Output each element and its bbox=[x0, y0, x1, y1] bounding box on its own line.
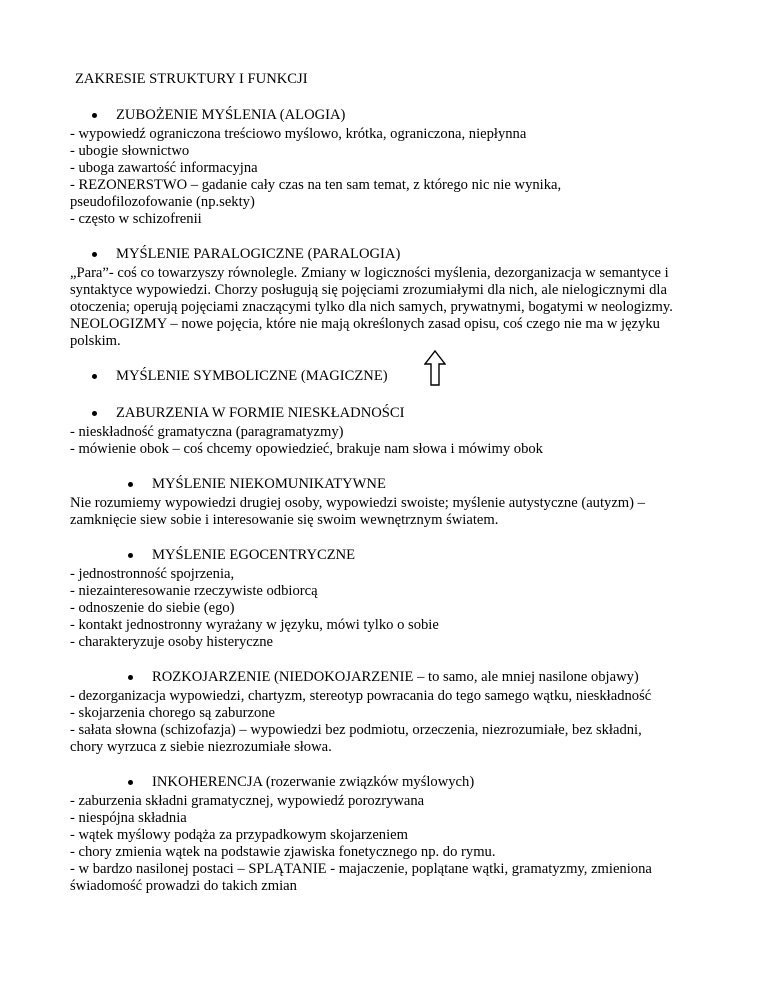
text-line: - uboga zawartość informacyjna bbox=[70, 160, 258, 176]
text-line: polskim. bbox=[70, 333, 121, 349]
text-line: - w bardzo nasilonej postaci – SPLĄTANIE - majaczenie, poplątane wątki, gramatyzmy, zmieniona bbox=[70, 861, 652, 877]
bullet-icon bbox=[128, 482, 133, 487]
text-line: - REZONERSTWO – gadanie cały czas na ten sam temat, z którego nic nie wynika, bbox=[70, 177, 562, 193]
bullet-icon bbox=[128, 675, 133, 680]
bullet-icon bbox=[128, 553, 133, 558]
text-line: - skojarzenia chorego są zaburzone bbox=[70, 705, 276, 721]
text-line: - jednostronność spojrzenia, bbox=[70, 566, 235, 582]
text-line: - sałata słowna (schizofazja) – wypowiedzi bez podmiotu, orzeczenia, niezrozumiałe, bez składni, bbox=[70, 722, 642, 738]
bullet-icon bbox=[92, 113, 97, 118]
text-line: - wątek myślowy podąża za przypadkowym skojarzeniem bbox=[70, 827, 408, 843]
text-line: - chory zmienia wątek na podstawie zjawiska fonetycznego np. do rymu. bbox=[70, 844, 496, 860]
text-line: chory wyrzuca z siebie niezrozumiałe słowa. bbox=[70, 739, 332, 755]
text-line: otoczenia; operują pojęciami znaczącymi tylko dla nich samych, prywatnymi, bogatymi w neologizmy. bbox=[70, 299, 673, 315]
text-line: Nie rozumiemy wypowiedzi drugiej osoby, wypowiedzi swoiste; myślenie autystyczne (autyzm) – bbox=[70, 495, 645, 511]
text-line: „Para”- coś co towarzyszy równolegle. Zmiany w logiczności myślenia, dezorganizacja w semantyce i bbox=[70, 265, 669, 281]
text-line: syntaktyce wypowiedzi. Chorzy posługują się pojęciami zrozumiałymi dla nich, ale nielogicznymi dla bbox=[70, 282, 667, 298]
bullet-icon bbox=[92, 411, 97, 416]
text-line: NEOLOGIZMY – nowe pojęcia, które nie mają określonych zasad opisu, coś czego nie ma w języku bbox=[70, 316, 660, 332]
page-title: ZAKRESIE STRUKTURY I FUNKCJI bbox=[75, 71, 308, 87]
text-line: - nieskładność gramatyczna (paragramatyzmy) bbox=[70, 424, 344, 440]
text-line: - niespójna składnia bbox=[70, 810, 187, 826]
bullet-icon bbox=[92, 374, 97, 379]
text-line: zamknięcie siew sobie i interesowanie się swoim wewnętrznym światem. bbox=[70, 512, 499, 528]
text-line: świadomość prowadzi do takich zmian bbox=[70, 878, 297, 894]
text-line: - dezorganizacja wypowiedzi, chartyzm, stereotyp powracania do tego samego wątku, nieskładność bbox=[70, 688, 652, 704]
text-line: - zaburzenia składni gramatycznej, wypowiedź porozrywana bbox=[70, 793, 425, 809]
text-line: pseudofilozofowanie (np.sekty) bbox=[70, 194, 255, 210]
bullet-icon bbox=[128, 780, 133, 785]
text-line: - ubogie słownictwo bbox=[70, 143, 190, 159]
text-line: - niezainteresowanie rzeczywiste odbiorcą bbox=[70, 583, 318, 599]
bullet-icon bbox=[92, 252, 97, 257]
text-line: - odnoszenie do siebie (ego) bbox=[70, 600, 235, 616]
text-line: - charakteryzuje osoby histeryczne bbox=[70, 634, 274, 650]
text-line: - kontakt jednostronny wyrażany w języku, mówi tylko o sobie bbox=[70, 617, 439, 633]
text-line: - wypowiedź ograniczona treściowo myślowo, krótka, ograniczona, niepłynna bbox=[70, 126, 527, 142]
document-page: ZAKRESIE STRUKTURY I FUNKCJI ZUBOŻENIE MYŚLENIA (ALOGIA) - wypowiedź ograniczona treściowo myślowo, krótka, ograniczona, niepłynna - ubogie słownictwo - uboga zawartość informacyjna - REZONERSTWO – gadanie cały czas na ten sam temat, z którego nic nie wynika, pseudofilozofowanie (np.sekty) - często w schizofrenii MYŚLENIE PARALOGICZNE (PARALOGIA) „Para”- coś co towarzyszy równolegle. Zmiany w logiczności myślenia, dezorganizacja w semantyce i syntaktyce wypowiedzi. Chorzy posługują się pojęciami zrozumiałymi dla nich, ale nielogicznymi dla otoczenia; operują pojęciami znaczącymi tylko dla nich samych, prywatnymi, bogatymi w neologizmy. NEOLOGIZMY – nowe pojęcia, które nie mają określonych zasad opisu, coś czego nie ma w języku polskim. MYŚLENIE SYMBOLICZNE (MAGICZNE) ZABURZENIA W FORMIE NIESKŁADNOŚCI - nieskładność gramatyczna (paragramatyzmy) - mówienie obok – coś chcemy opowiedzieć, brakuje nam słowa i mówimy obok MYŚLENIE NIEKOMUNIKATYWNE Nie rozumiemy wypowiedzi drugiej osoby, wypowiedzi swoiste; myślenie autystyczne (autyzm) – zamknięcie siew sobie i interesowanie się swoim wewnętrznym światem. MYŚLENIE EGOCENTRYCZNE - jednostronność spojrzenia, - niezainteresowanie rzeczywiste odbiorcą - odnoszenie do siebie (ego) - kontakt jednostronny wyrażany w języku, mówi tylko o sobie - charakteryzuje osoby histeryczne ROZKOJARZENIE (NIEDOKOJARZENIE – to samo, ale mniej nasilone objawy) - dezorganizacja wypowiedzi, chartyzm, stereotyp powracania do tego samego wątku, nieskładność - skojarzenia chorego są zaburzone - sałata słowna (schizofazja) – wypowiedzi bez podmiotu, orzeczenia, niezrozumiałe, bez składni, chory wyrzuca z siebie niezrozumiałe słowa. INKOHERENCJA (rozerwanie związków myślowych) - zaburzenia składni gramatycznej, wypowiedź porozrywana - niespójna składnia - wątek myślowy podąża za przypadkowym skojarzeniem - chory zmienia wątek na podstawie zjawiska fonetycznego np. do rymu. - w bardzo nasilonej postaci – SPLĄTANIE - majaczenie, poplątane wątki, gramatyzmy, zmieniona świadomość prowadzi do takich zmian bbox=[70, 71, 673, 894]
text-line: - często w schizofrenii bbox=[70, 211, 202, 227]
up-arrow-icon bbox=[424, 350, 446, 386]
text-line: - mówienie obok – coś chcemy opowiedzieć, brakuje nam słowa i mówimy obok bbox=[70, 441, 543, 457]
